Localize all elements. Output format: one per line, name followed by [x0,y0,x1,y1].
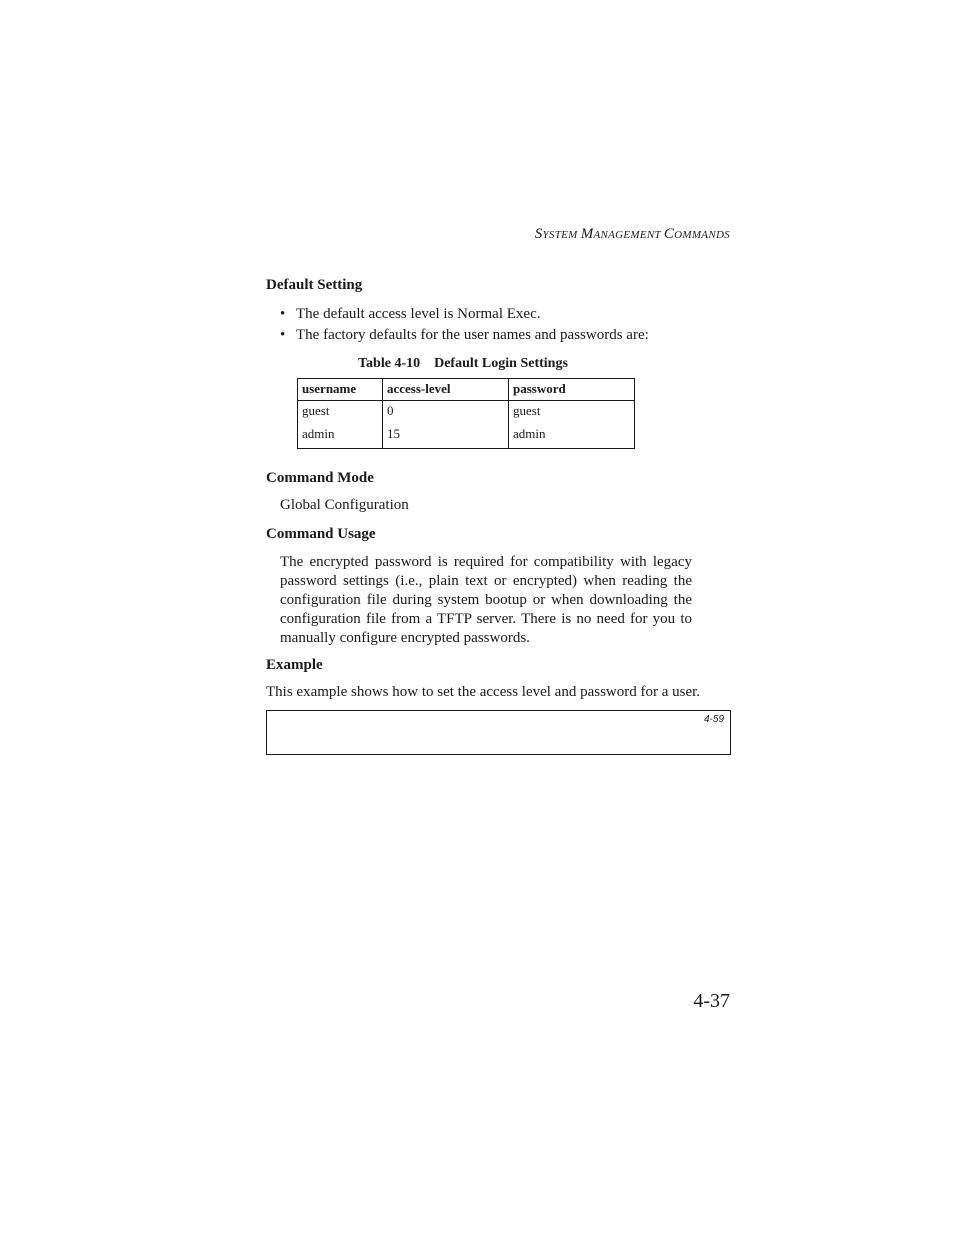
default-setting-heading: Default Setting [266,277,363,293]
command-mode-text: Global Configuration [280,497,409,513]
paragraph-line: manually configure encrypted passwords. [280,630,530,646]
table-caption-title: Default Login Settings [434,356,568,371]
table-cell: admin [298,425,383,449]
bullet-icon: • [280,306,286,322]
table-caption-number: Table 4-10 [358,356,421,371]
paragraph-line: The encrypted password is required for compatibility with legacy [280,554,692,570]
running-title-part-ommands: OMMANDS [674,229,730,241]
column-header-password: password [509,379,635,401]
table-cell: 0 [383,401,509,426]
paragraph-line: password settings (i.e., plain text or encrypted) when reading the [280,573,692,589]
running-title-initial-s: S [534,226,543,242]
example-box-reference: 4-59 [703,714,724,725]
running-header [480,226,730,243]
bullet-text: The default access level is Normal Exec. [296,306,541,322]
table-caption [358,356,568,372]
column-header-username: username [298,379,383,401]
table-cell: guest [509,401,635,426]
command-mode-heading: Command Mode [266,470,374,486]
table-cell: guest [298,401,383,426]
example-code-box [266,710,731,755]
list-item [280,305,649,326]
table-row [298,401,635,426]
running-title-initial-c: C [663,226,675,242]
example-heading: Example [266,657,323,673]
table-header-row [298,379,635,401]
table-row [298,425,635,449]
paragraph-line: configuration file from a TFTP server. There is no need for you to [280,611,692,627]
page-number: 4-37 [693,990,730,1012]
paragraph-line: configuration file during system bootup or when downloading the [280,592,692,608]
column-header-access-level: access-level [383,379,509,401]
running-title-initial-m: M [580,226,594,242]
running-title-part-ystem: YSTEM [542,229,581,241]
default-setting-list [280,305,649,347]
example-text: This example shows how to set the access level and password for a user. [266,684,701,700]
table-cell: admin [509,425,635,449]
table-cell: 15 [383,425,509,449]
default-login-table [297,378,635,449]
command-usage-heading: Command Usage [266,526,376,542]
running-title-part-anagement: ANAGEMENT [593,229,664,241]
bullet-icon: • [280,327,286,343]
list-item [280,326,649,347]
command-usage-paragraph [280,553,692,648]
bullet-text: The factory defaults for the user names and passwords are: [296,327,649,343]
